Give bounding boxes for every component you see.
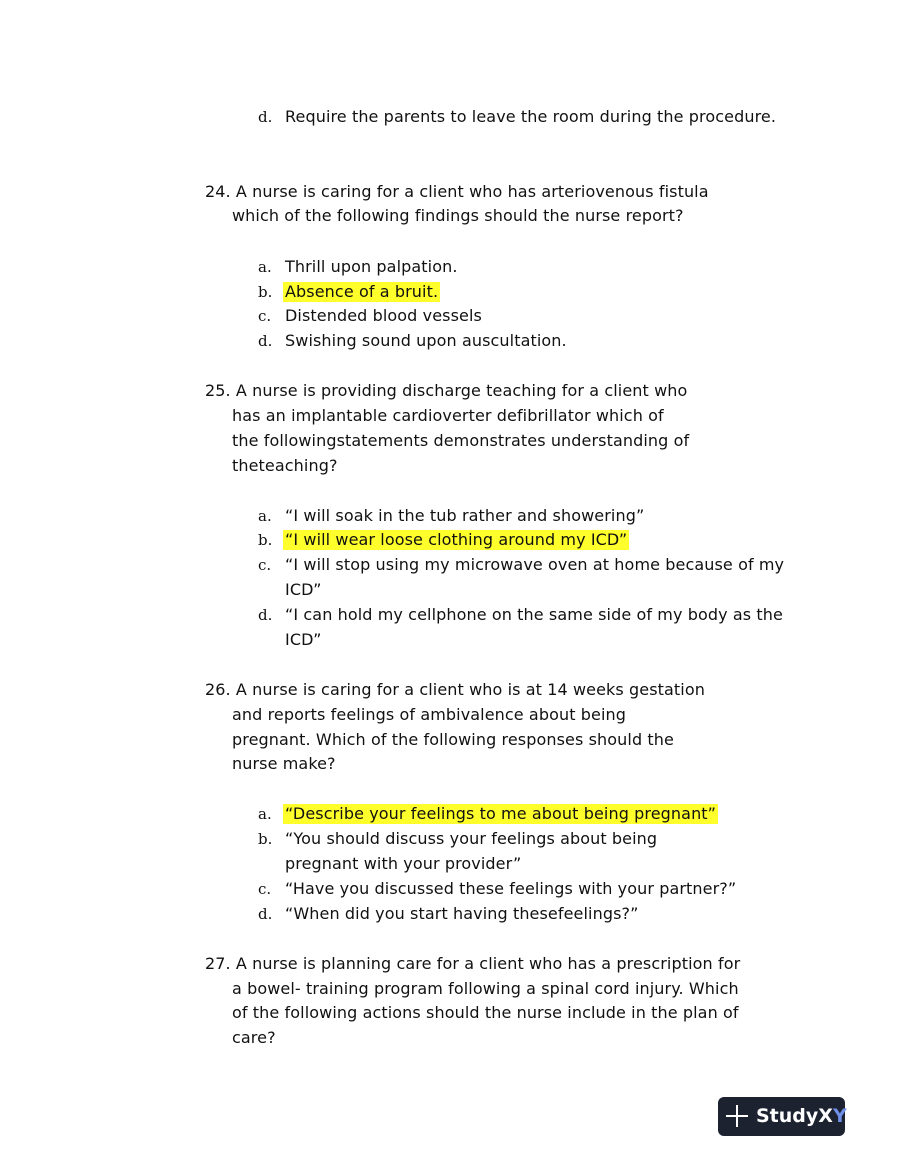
brand-name-accent: Y [832, 1105, 847, 1127]
question-text-line: the followingstatements demonstrates understanding of [232, 431, 690, 450]
highlighted-answer: “I will wear loose clothing around my ICD” [285, 530, 628, 549]
option-text: Thrill upon palpation. [285, 257, 458, 276]
option-letter: d. [258, 905, 273, 923]
option-text: “You should discuss your feelings about being [285, 829, 658, 848]
option-text-continued: pregnant with your provider” [285, 854, 522, 873]
question-text-line: 25. A nurse is providing discharge teaching for a client who [205, 381, 688, 400]
option-letter: d. [258, 108, 273, 126]
option-letter: a. [258, 805, 272, 823]
highlighted-answer: Absence of a bruit. [285, 282, 439, 301]
option-text-continued: ICD” [285, 630, 322, 649]
brand-name [756, 1105, 847, 1127]
studyxy-badge[interactable] [718, 1097, 845, 1136]
option-letter: b. [258, 830, 273, 848]
question-text-line: a bowel- training program following a spinal cord injury. Which [232, 979, 739, 998]
option-letter: a. [258, 258, 272, 276]
option-text: Distended blood vessels [285, 306, 482, 325]
question-text-line: theteaching? [232, 456, 338, 475]
option-text: “I will stop using my microwave oven at home because of my [285, 555, 785, 574]
question-text-line: nurse make? [232, 754, 336, 773]
option-text: Swishing sound upon auscultation. [285, 331, 567, 350]
question-text-line: 24. A nurse is caring for a client who has arteriovenous fistula [205, 182, 709, 201]
option-text: Require the parents to leave the room during the procedure. [285, 107, 777, 126]
option-letter: a. [258, 507, 272, 525]
plus-icon [726, 1105, 748, 1127]
question-text-line: care? [232, 1028, 276, 1047]
option-letter: c. [258, 307, 272, 325]
question-text-line: 26. A nurse is caring for a client who is at 14 weeks gestation [205, 680, 705, 699]
question-text-line: of the following actions should the nurse include in the plan of [232, 1003, 739, 1022]
option-letter: c. [258, 880, 272, 898]
option-text-continued: ICD” [285, 580, 322, 599]
brand-name-main: StudyX [756, 1105, 833, 1127]
question-text-line: which of the following findings should the nurse report? [232, 206, 684, 225]
option-letter: c. [258, 556, 272, 574]
option-letter: b. [258, 531, 273, 549]
option-letter: d. [258, 332, 273, 350]
option-text: “I will soak in the tub rather and showering” [285, 506, 645, 525]
option-text: “When did you start having thesefeelings?” [285, 904, 639, 923]
option-letter: d. [258, 606, 273, 624]
question-text-line: and reports feelings of ambivalence about being [232, 705, 627, 724]
question-text-line: 27. A nurse is planning care for a client who has a prescription for [205, 954, 741, 973]
option-letter: b. [258, 283, 273, 301]
highlighted-answer: “Describe your feelings to me about being pregnant” [285, 804, 717, 823]
option-text: “Have you discussed these feelings with your partner?” [285, 879, 737, 898]
option-text: “I can hold my cellphone on the same side of my body as the [285, 605, 783, 624]
question-text-line: pregnant. Which of the following responses should the [232, 730, 674, 749]
question-text-line: has an implantable cardioverter defibrillator which of [232, 406, 664, 425]
